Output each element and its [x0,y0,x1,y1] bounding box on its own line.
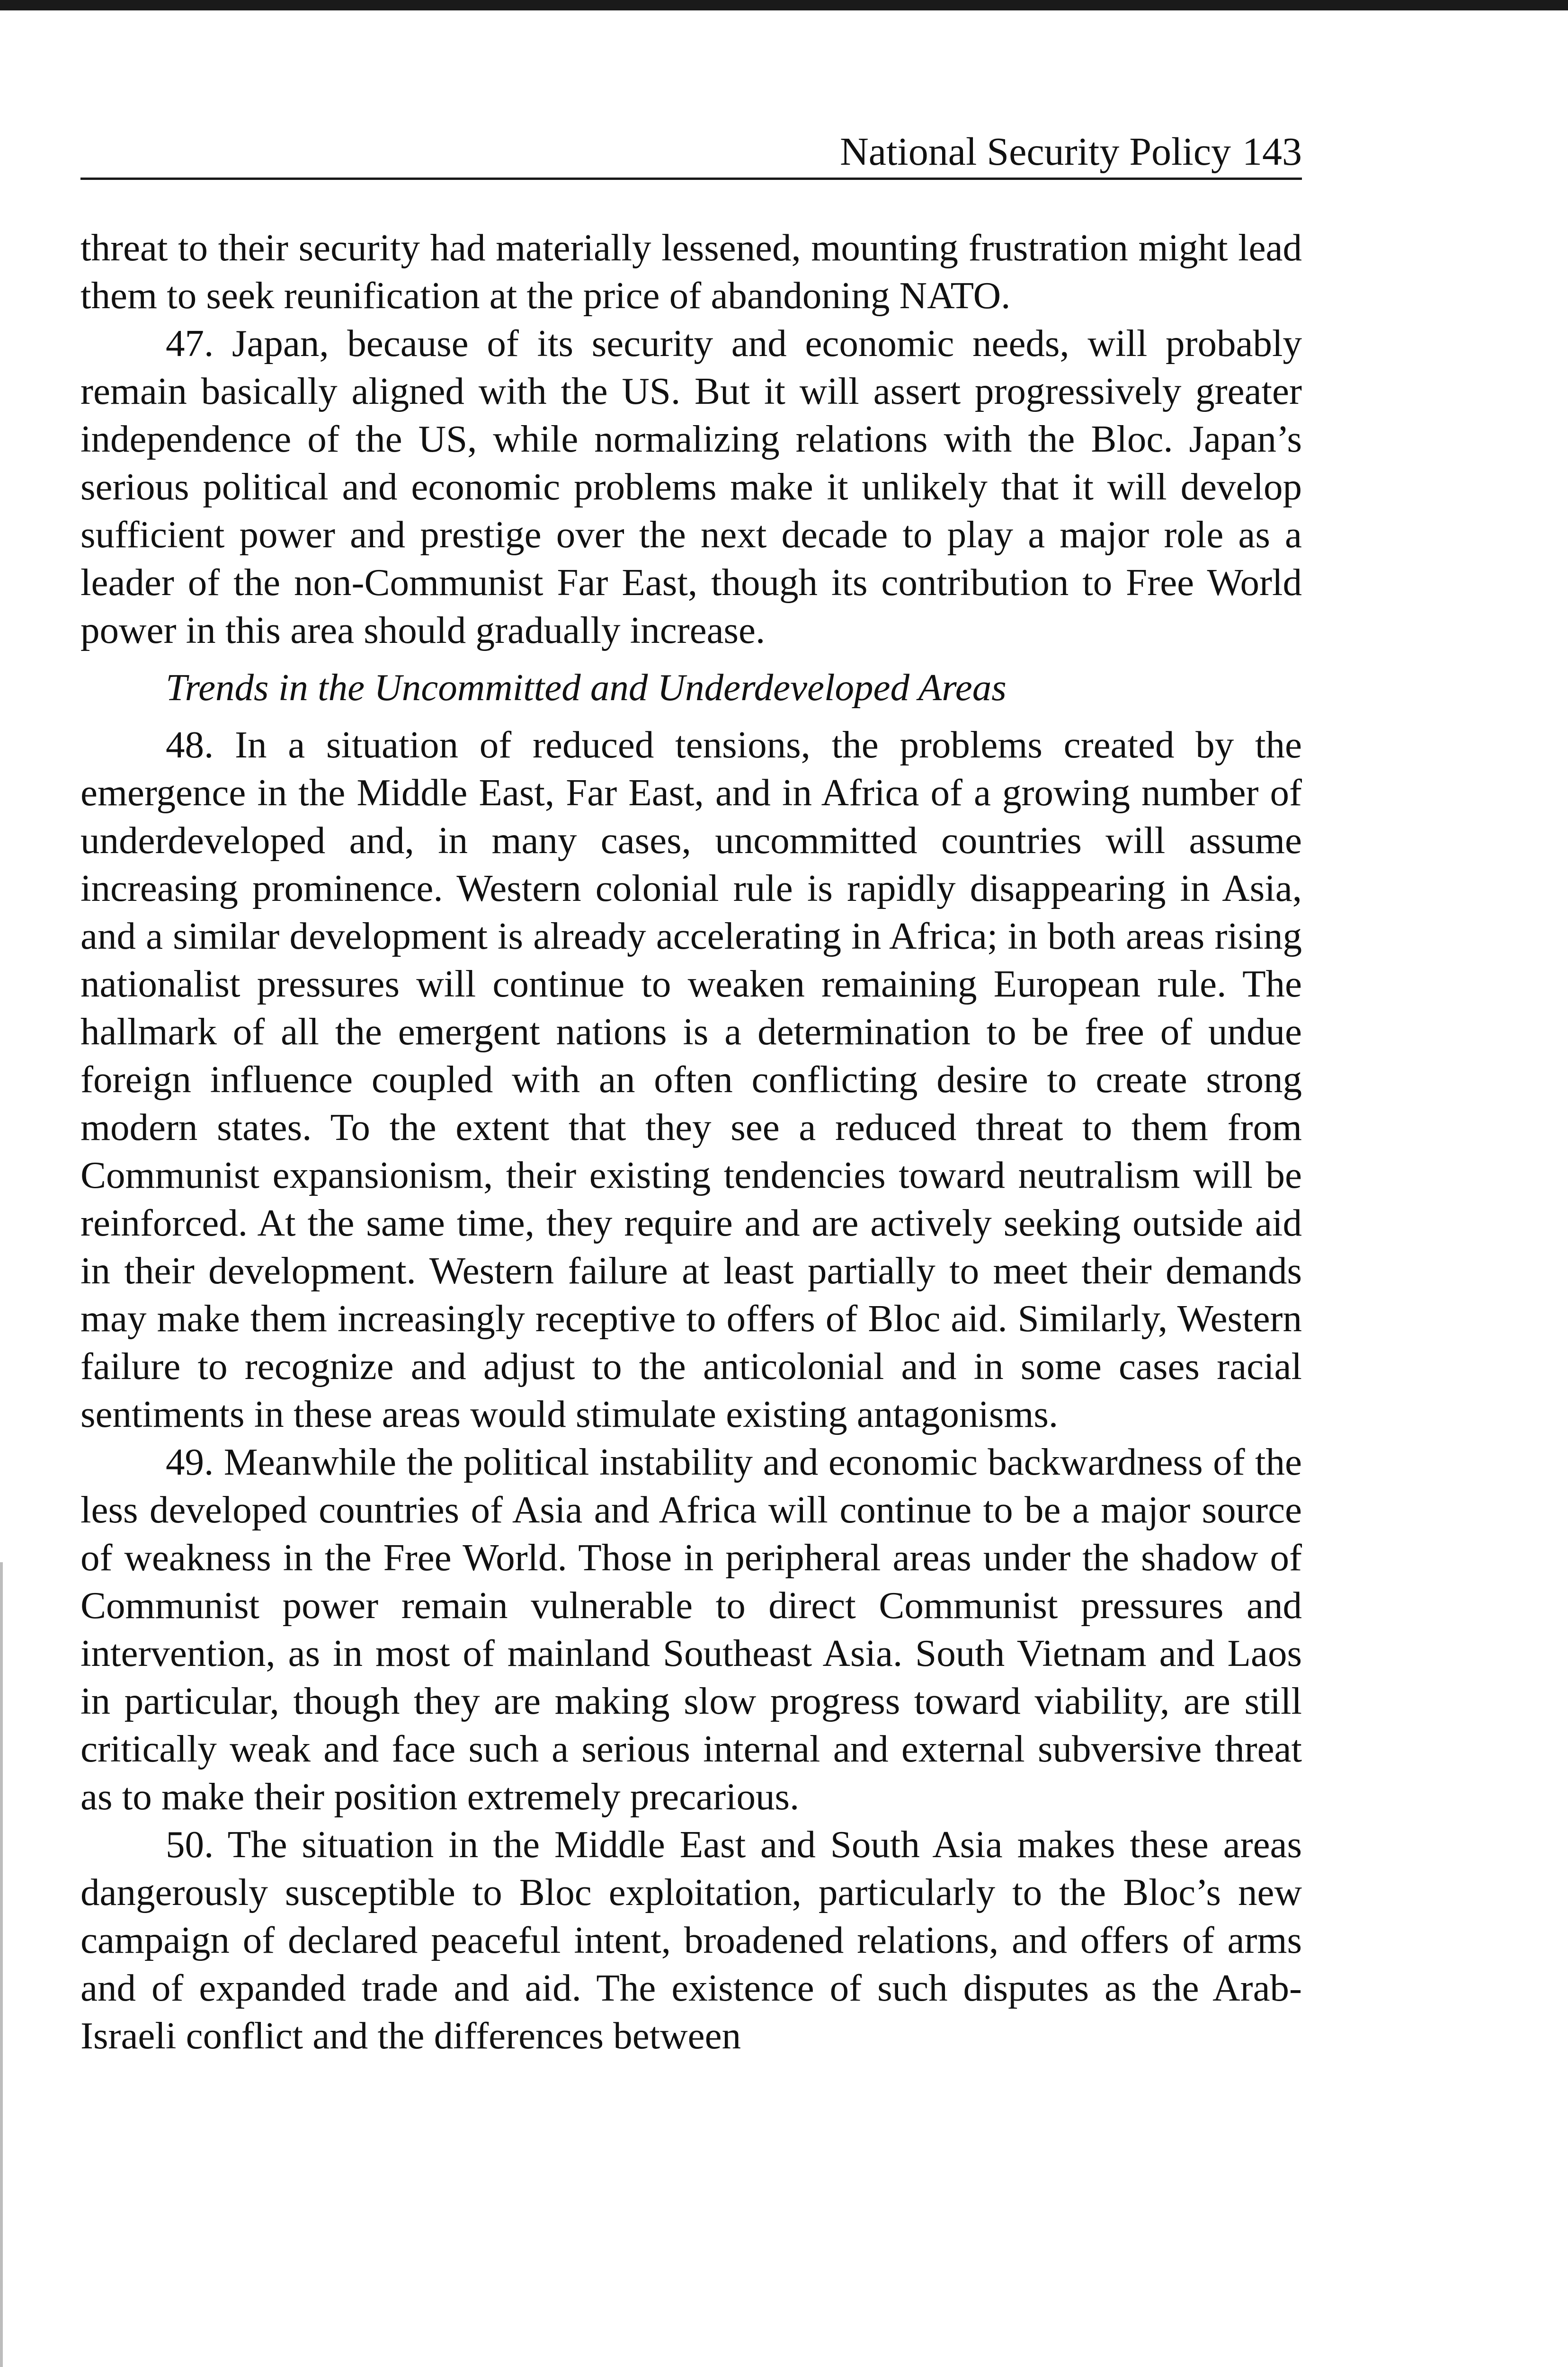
section-heading: Trends in the Uncommitted and Underdeveloped Areas [166,666,1007,709]
scan-top-border [0,0,1568,10]
page-header [80,121,1302,180]
body-text [80,224,1302,2060]
paragraph-47: 47. Japan, because of its security and economic needs, will probably remain basically aligned with the US. But it will assert progressively greater independence of the US, while normalizing relations with the Bloc. Japan’s serious political and economic problems make it unlikely that it will develop sufficient power and prestige over the next decade to play a major role as a leader of the non-Communist Far East, though its contribution to Free World power in this area should gradually increase. [80,322,1302,651]
running-title: National Security Policy [840,130,1231,174]
paragraph-49: 49. Meanwhile the political instability and economic backwardness of the less developed countries of Asia and Africa will continue to be a major source of weakness in the Free World. Those in peripheral areas under the shadow of Communist power remain vulnerable to direct Communist pressures and intervention, as in most of mainland Southeast Asia. South Vietnam and Laos in particular, though they are making slow progress toward viability, are still critically weak and face such a serious internal and external subversive threat as to make their position extremely precarious. [80,1441,1302,1818]
paragraph-48: 48. In a situation of reduced tensions, the problems created by the emergence in the Middle East, Far East, and in Africa of a growing number of underdeveloped and, in many cases, uncommitted countries will assume increasing prominence. Western colonial rule is rapidly disappearing in Asia, and a similar development is already accelerating in Africa; in both areas rising nationalist pressures will continue to weaken remaining European rule. The hallmark of all the emergent nations is a determination to be free of undue foreign influence coupled with an often conflicting desire to create strong modern states. To the extent that they see a reduced threat to them from Communist expansionism, their existing tendencies toward neutralism will be reinforced. At the same time, they require and are actively seeking outside aid in their development. Western failure at least partially to meet their demands may make them increasingly receptive to offers of Bloc aid. Similarly, Western failure to recognize and adjust to the anticolonial and in some cases racial sentiments in these areas would stimulate existing antagonisms. [80,723,1302,1435]
continued-paragraph: threat to their security had materially lessened, mounting frustration might lead them to seek reunification at the price of abandoning NATO. [80,226,1302,317]
page-number: 143 [1242,130,1302,174]
paragraph-50: 50. The situation in the Middle East and South Asia makes these areas dangerously susceptible to Bloc exploitation, particularly to the Bloc’s new campaign of declared peaceful intent, broadened relations, and offers of arms and of expanded trade and aid. The existence of such disputes as the Arab-Israeli conflict and the differences between [80,1823,1302,2057]
scan-left-edge [0,1562,3,2367]
